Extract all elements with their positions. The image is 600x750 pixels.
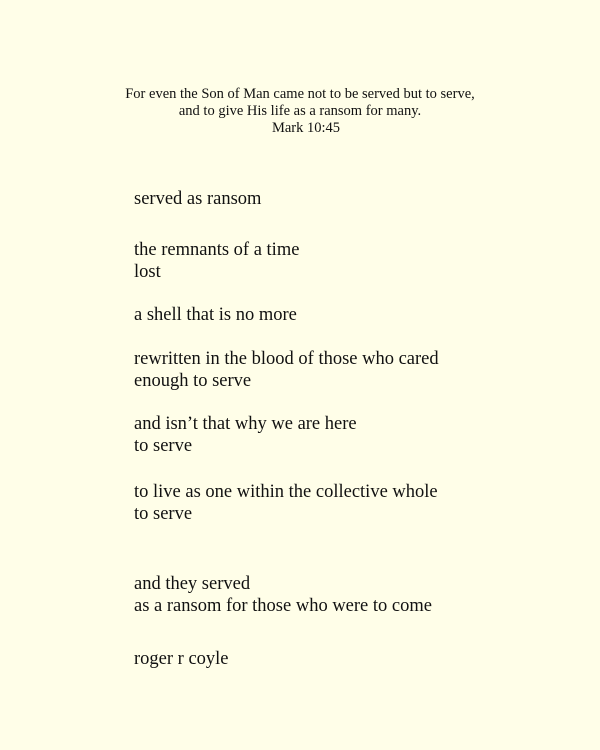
stanza (134, 348, 439, 392)
author-signature: roger r coyle (134, 649, 229, 669)
epigraph-reference: Mark 10:45 (271, 120, 341, 136)
stanza (134, 481, 438, 525)
poem-title-text: served as ransom (134, 189, 262, 209)
poem-line: as a ransom for those who were to come (134, 596, 432, 616)
epigraph-line: For even the Son of Man came not to be served but to serve, (125, 86, 475, 102)
epigraph-line: and to give His life as a ransom for many. (178, 103, 422, 119)
poem-line: to serve (134, 504, 193, 524)
stanza (134, 239, 299, 283)
poem-line: to live as one within the collective whole (134, 482, 438, 502)
poem-line: and isn’t that why we are here (134, 414, 357, 434)
poem-line: the remnants of a time (134, 240, 300, 260)
stanza (134, 304, 297, 326)
poem-line: enough to serve (134, 371, 252, 391)
poem-line: lost (134, 262, 161, 282)
poem-line: to serve (134, 436, 193, 456)
stanza (134, 573, 432, 617)
stanza (134, 413, 357, 457)
poem-title (134, 188, 261, 210)
poem-line: and they served (134, 574, 251, 594)
poem-line: rewritten in the blood of those who cared (134, 349, 439, 369)
epigraph (0, 86, 600, 137)
poem-line: a shell that is no more (134, 305, 297, 325)
